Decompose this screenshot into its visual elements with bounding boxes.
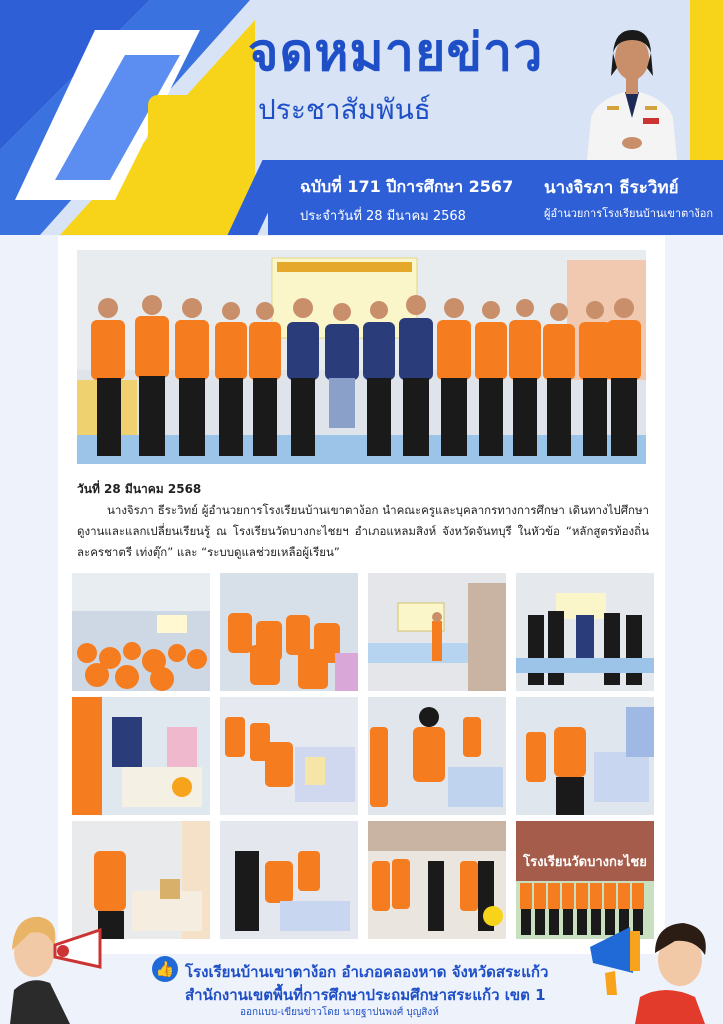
footer-school: โรงเรียนบ้านเขาตาง้อก อำเภอคลองหาด จังหวัดสระแก้ว [185,963,549,981]
activity-photo [368,697,506,815]
activity-photo [516,573,654,691]
activity-photo [72,697,210,815]
activity-photo [516,697,654,815]
megaphone-man-illustration [585,905,723,1024]
like-icon: 👍 [152,956,178,982]
accent-strip [690,0,723,165]
newsletter-title: จดหมายข่าว [248,23,544,83]
logo-graphic [0,0,260,235]
activity-photo [368,573,506,691]
issue-number: ฉบับที่ 171 ปีการศึกษา 2567 [300,177,514,196]
footer-credit: ออกแบบ-เขียนข่าวโดย นายฐาปนพงศ์ บุญสิงห์ [240,1007,439,1018]
director-portrait [577,18,687,160]
activity-photo [368,821,506,939]
article-body: นางจิรภา ธีระวิทย์ ผู้อำนวยการโรงเรียนบ้านเขาตาง้อก นำคณะครูและบุคลากรทางการศึกษา เดินทางไปศึกษาดูงานและแลกเปลี่ยนเรียนรู้ ณ โรงเรียนวัดบางกะไชยฯ อำเภอแหลมสิงห์ จังหวัดจันทบุรี ในหัวข้อ “หลักสูตรท้องถิ่น ละครชาตรี เท่งตุ๊ก” และ “ระบบดูแลช่วยเหลือผู้เรียน” [77,503,649,559]
director-name: นางจิรภา ธีระวิทย์ [544,178,679,198]
activity-photo [220,697,358,815]
director-title: ผู้อำนวยการโรงเรียนบ้านเขาตาง้อก [544,207,714,220]
issue-date: ประจำวันที่ 28 มีนาคม 2568 [300,209,466,224]
group-photo [77,250,646,464]
activity-photo [220,573,358,691]
footer-office: สำนักงานเขตพื้นที่การศึกษาประถมศึกษาสระแก้ว เขต 1 [185,986,546,1004]
photo-sign-text: โรงเรียนวัดบางกะไชย [523,855,647,870]
newsletter-subtitle: ประชาสัมพันธ์ [258,93,431,126]
megaphone-woman-illustration [0,905,120,1024]
activity-photo [220,821,358,939]
activity-photo [72,573,210,691]
article-dateline: วันที่ 28 มีนาคม 2568 [77,482,202,496]
